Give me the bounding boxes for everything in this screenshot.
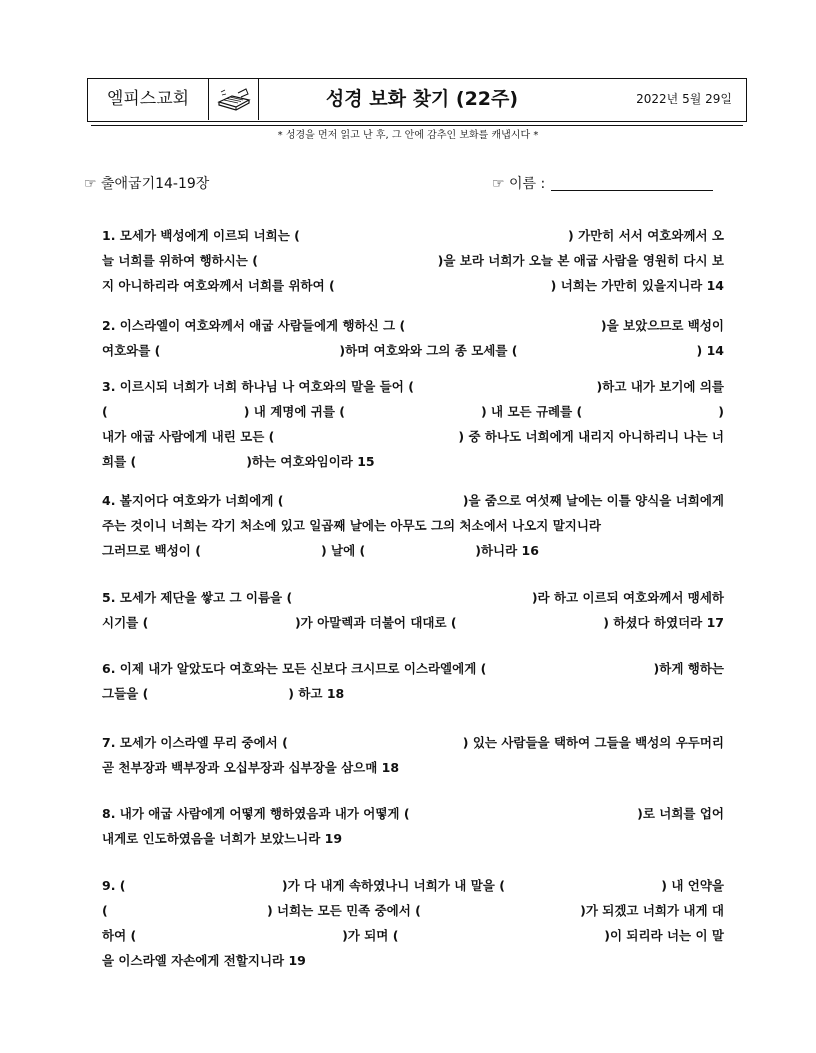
question-text-segment: 시기를 ( — [102, 615, 149, 630]
question-text-segment: )을 보았으므로 백성이 — [600, 318, 724, 333]
question-text-segment: )가 아말렉과 더불어 대대로 ( — [294, 615, 457, 630]
question-text-segment: 6. 이제 내가 알았도다 여호와는 모든 신보다 크시므로 이스라엘에게 ( — [102, 661, 487, 676]
question-line — [102, 948, 724, 973]
question-4 — [102, 488, 724, 563]
question-text-segment: )로 너희를 업어 — [637, 806, 724, 821]
name-field[interactable] — [492, 173, 713, 193]
bible-book-icon — [216, 86, 252, 114]
question-text-segment: 7. 모세가 이스라엘 무리 중에서 ( — [102, 735, 288, 750]
instruction-text: * 성경을 먼저 읽고 난 후, 그 안에 감추인 보화를 캐냅시다 * — [277, 130, 539, 141]
question-text-segment: ) 너희는 가만히 있을지니라 14 — [550, 278, 724, 293]
question-text-segment: 1. 모세가 백성에게 이르되 너희는 ( — [102, 228, 300, 243]
question-text-segment: )을 보라 너희가 오늘 본 애굽 사람을 영원히 다시 보 — [437, 253, 724, 268]
question-line — [102, 313, 724, 338]
question-text-segment: 3. 이르시되 너희가 너희 하나님 나 여호와의 말을 들어 ( — [102, 379, 414, 394]
question-line — [102, 538, 724, 563]
question-text-segment: 내게로 인도하였음을 너희가 보았느니라 19 — [102, 831, 343, 846]
question-line — [102, 273, 724, 298]
question-line — [102, 513, 724, 538]
question-line — [102, 248, 724, 273]
question-6 — [102, 656, 724, 706]
question-line — [102, 923, 724, 948]
question-text-segment: 4. 볼지어다 여호와가 너희에게 ( — [102, 493, 284, 508]
question-text-segment: )하며 여호와와 그의 종 모세를 ( — [339, 343, 518, 358]
question-text-segment: 지 아니하리라 여호와께서 너희를 위하여 ( — [102, 278, 335, 293]
question-text-segment: ) 있는 사람들을 택하여 그들을 백성의 우두머리 — [462, 735, 724, 750]
question-text-segment: 주는 것이니 너희는 각기 처소에 있고 일곱째 날에는 아무도 그의 처소에서 나오지 말지니라 — [102, 518, 601, 533]
question-text-segment: 을 이스라엘 자손에게 전할지니라 19 — [102, 953, 306, 968]
question-line — [102, 730, 724, 755]
question-text-segment: )가 되며 ( — [342, 928, 399, 943]
name-blank-line[interactable] — [551, 176, 713, 191]
question-text-segment: ) 너희는 모든 민족 중에서 ( — [266, 903, 421, 918]
question-text-segment: ( — [102, 404, 108, 419]
question-text-segment: ( — [102, 903, 108, 918]
question-text-segment: 하여 ( — [102, 928, 137, 943]
question-1 — [102, 223, 724, 298]
question-line — [102, 585, 724, 610]
question-line — [102, 399, 724, 424]
question-text-segment: 그들을 ( — [102, 686, 149, 701]
question-text-segment: 5. 모세가 제단을 쌓고 그 이름을 ( — [102, 590, 293, 605]
question-text-segment: 내가 애굽 사람에게 내린 모든 ( — [102, 429, 275, 444]
question-9 — [102, 873, 724, 973]
book-range: ☞ 출애굽기14-19장 — [84, 176, 210, 192]
question-text-segment: ) 중 하나도 너희에게 내리지 아니하리니 나는 너 — [458, 429, 724, 444]
question-text-segment: )하니라 16 — [475, 543, 539, 558]
question-text-segment: )하는 여호와임이라 15 — [246, 454, 375, 469]
question-text-segment: ) 내 언약을 — [661, 878, 724, 893]
question-line — [102, 826, 724, 851]
worksheet-date: 2022년 5월 29일 — [636, 92, 732, 106]
question-7 — [102, 730, 724, 780]
question-text-segment: ) 내 모든 규례를 ( — [480, 404, 583, 419]
question-text-segment: 곧 천부장과 백부장과 오십부장과 십부장을 삼으매 18 — [102, 760, 400, 775]
question-text-segment: )가 되겠고 너희가 내게 대 — [580, 903, 724, 918]
question-text-segment: 2. 이스라엘이 여호와께서 애굽 사람들에게 행하신 그 ( — [102, 318, 406, 333]
question-line — [102, 801, 724, 826]
question-text-segment: 여호와를 ( — [102, 343, 161, 358]
question-2 — [102, 313, 724, 363]
question-text-segment: ) 14 — [696, 343, 724, 358]
question-text-segment: 그러므로 백성이 ( — [102, 543, 201, 558]
question-text-segment: )라 하고 이르되 여호와께서 맹세하 — [531, 590, 724, 605]
question-line — [102, 488, 724, 513]
question-text-segment: 8. 내가 애굽 사람에게 어떻게 행하였음과 내가 어떻게 ( — [102, 806, 410, 821]
question-text-segment: )이 되리라 너는 이 말 — [604, 928, 724, 943]
question-text-segment: 9. ( — [102, 878, 126, 893]
question-line — [102, 338, 724, 363]
worksheet-title: 성경 보화 찾기 (22주) — [325, 88, 519, 110]
question-text-segment: 희를 ( — [102, 454, 137, 469]
church-name: 엘피스교회 — [88, 79, 209, 120]
question-line — [102, 610, 724, 635]
question-line — [102, 223, 724, 248]
name-label: ☞ 이름 : — [492, 176, 546, 192]
question-text-segment: ) 내 계명에 귀를 ( — [243, 404, 345, 419]
question-line — [102, 755, 724, 780]
question-5 — [102, 585, 724, 635]
question-8 — [102, 801, 724, 851]
question-text-segment: )하고 내가 보기에 의를 — [596, 379, 724, 394]
question-text-segment: ) 가만히 서서 여호와께서 오 — [568, 228, 724, 243]
question-text-segment: ) 하고 18 — [288, 686, 345, 701]
header-divider — [258, 79, 259, 120]
question-text-segment: 늘 너희를 위하여 행하시는 ( — [102, 253, 258, 268]
worksheet-header — [87, 78, 747, 122]
question-text-segment: )하게 행하는 — [653, 661, 724, 676]
question-line — [102, 681, 724, 706]
question-line — [102, 449, 724, 474]
question-text-segment: )가 다 내게 속하였나니 너희가 내 말을 ( — [281, 878, 505, 893]
question-3 — [102, 374, 724, 474]
question-line — [102, 374, 724, 399]
question-text-segment: )을 줌으로 여섯째 날에는 이틀 양식을 너희에게 — [462, 493, 724, 508]
question-line — [102, 873, 724, 898]
question-line — [102, 898, 724, 923]
question-text-segment: ) 하셨다 하였더라 17 — [603, 615, 724, 630]
question-text-segment: ) 날에 ( — [320, 543, 366, 558]
question-line — [102, 424, 724, 449]
question-line — [102, 656, 724, 681]
question-text-segment: ) — [718, 404, 724, 419]
